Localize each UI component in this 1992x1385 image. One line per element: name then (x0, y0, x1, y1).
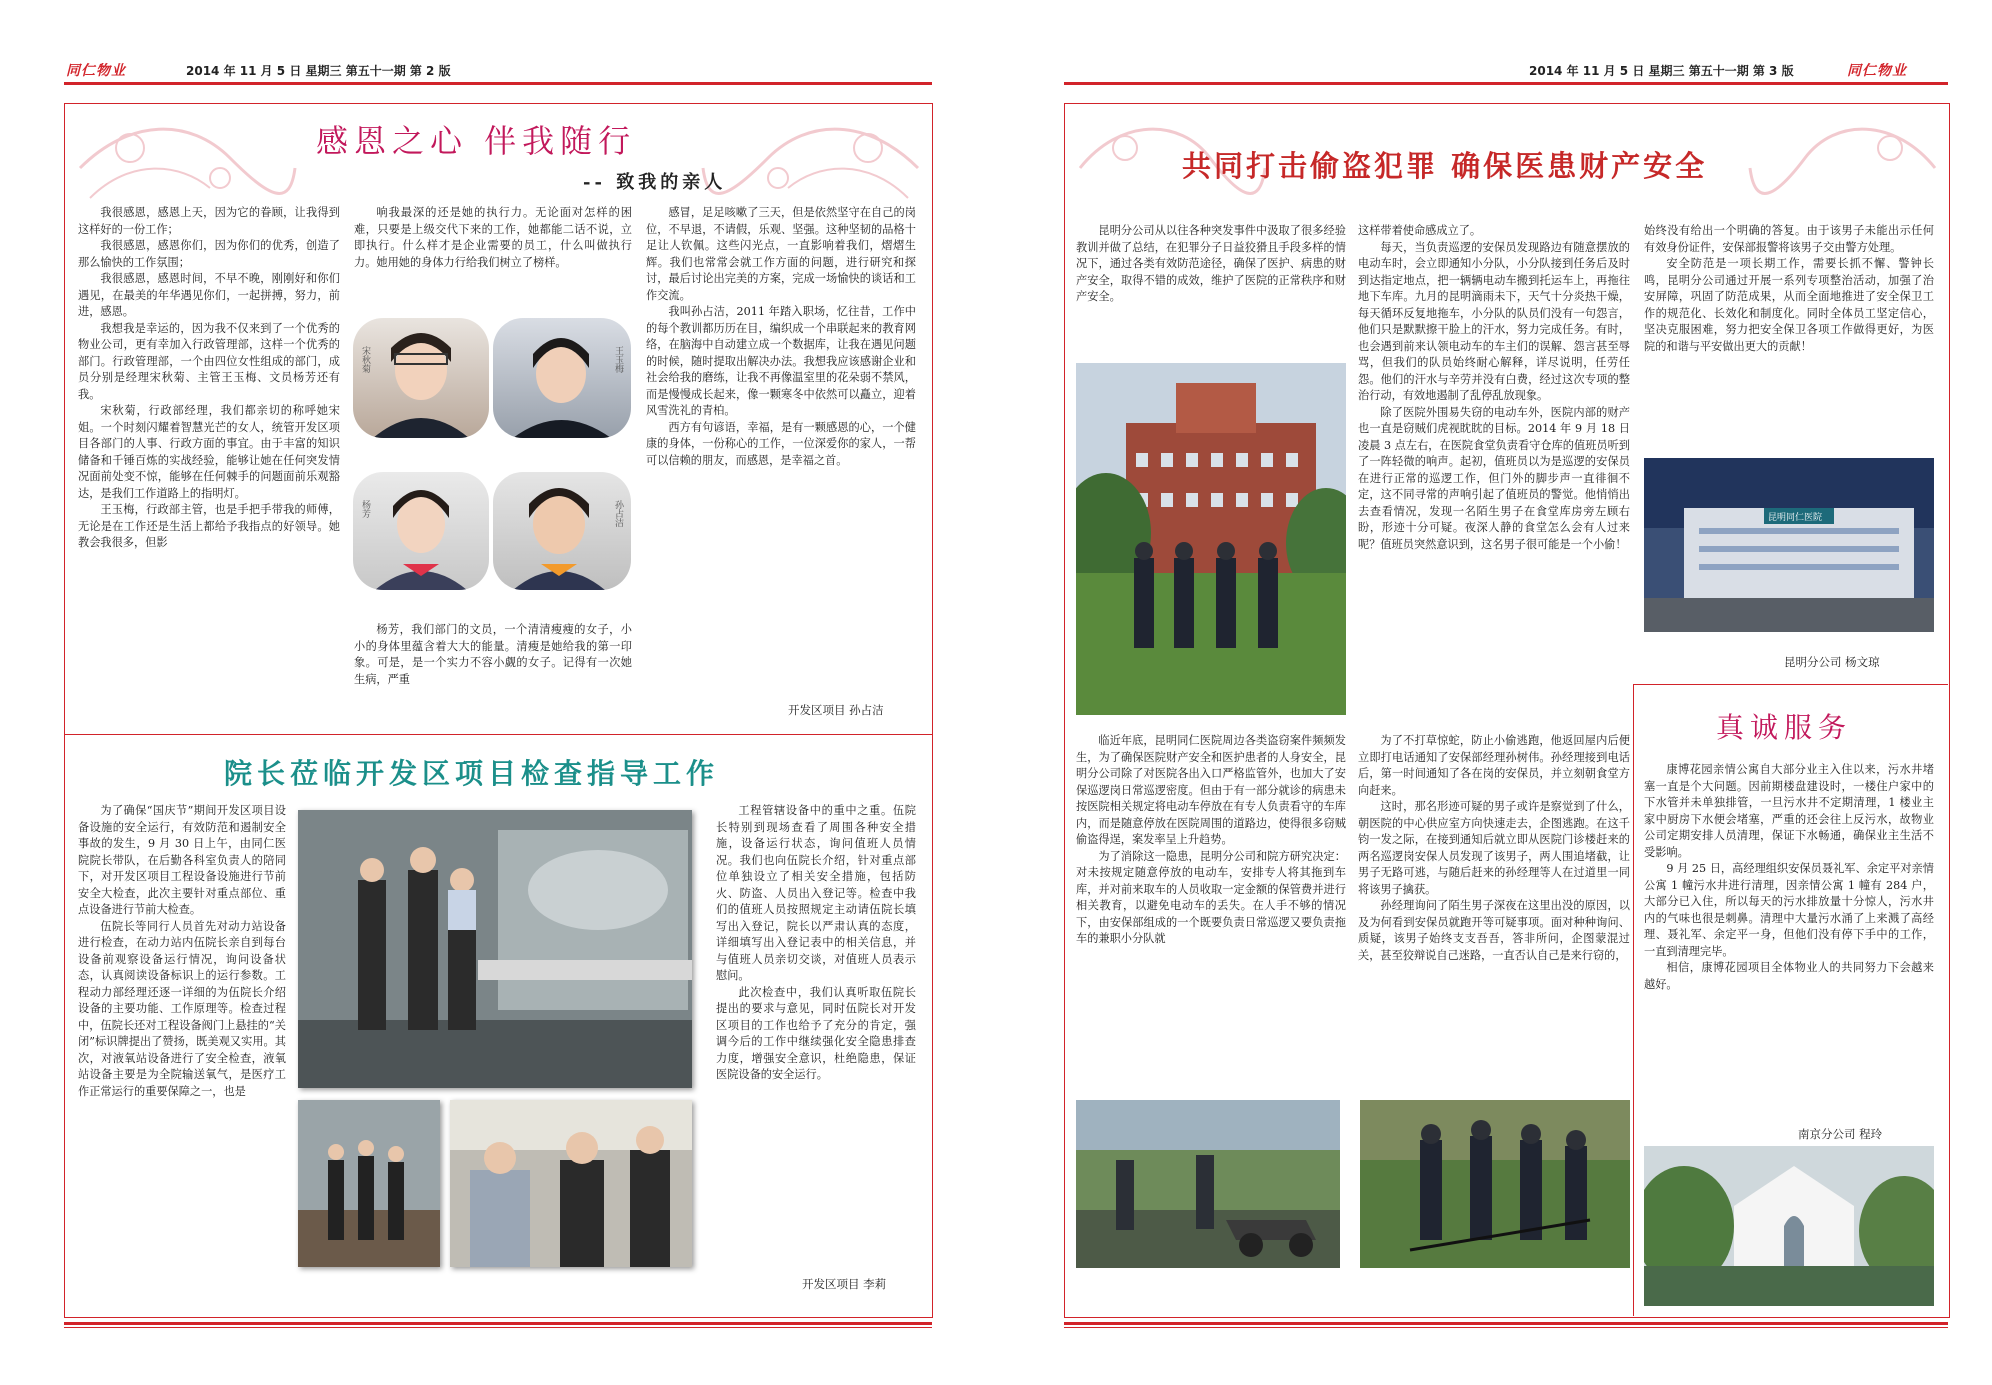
masthead-logo: 同仁物业 (66, 63, 126, 79)
issue-header: 2014 年 11 月 5 日 星期三 第五十一期 第 3 版 (1529, 64, 1794, 78)
sidebar-body: 康博花园亲情公寓自大部分业主入住以来，污水井堵塞一直是个大问题。因前期楼盘建设时，一楼住户家中的下水管并未单独排管，一旦污水井不定期清理，1 楼业主家中厨房下水便会堵塞，严重的还会往上反污水，故物业公司定期安排人员清理，保证下水畅通，确保业主生活不受影响。 9 月 25 日，高经理组织安保员聂礼军、余定平对亲情公寓 1 幢污水井进行清理，因亲情公寓 1 幢有 284 户，大部分已入住，所以每天的污水排放量十分惊人，污水井内的气味也很是刺鼻。清理中大量污水涌了上来溅了高经理、聂礼军、余定平一身，但他们没有停下手中的工作，一直到清理完毕。 相信，康博花园项目全体物业人的共同努力下会越来越好。 (1644, 763, 1934, 991)
author-signature: 昆明分公司 杨文琼 (1784, 655, 1880, 669)
article-column-2: 工程管辖设备中的重中之重。伍院长特别到现场查看了周围各种安全措施，设备运行状态，询问值班人员情况。我们也向伍院长介绍，针对重点部位单独设立了相关安全措施，包括防火、防盗、人员出入登记等。检查中我们的值班人员按照规定主动请伍院长填写出入登记，院长以严肃认真的态度，详细填写出入登记表中的相关信息，并与值班人员亲切交谈，对值班人员表示慰问。 此次检查中，我们认真听取伍院长提出的要求与意见，同时伍院长对开发区项目的工作也给予了充分的肯定，强调今后的工作中继续强化安全隐患排查力度，增强安全意识，杜绝隐患，保证医院设备的安全运行。 (716, 804, 916, 1081)
inspection-photo (298, 810, 692, 1088)
article-column-2-bottom: 杨芳，我们部门的文员，一个清清瘦瘦的女子，小小的身体里蕴含着大大的能量。清瘦是她给我的第一印象。可是，是一个实力不容小觑的女子。记得有一次她生病，严重 (354, 623, 632, 686)
floral-ornament-right (1740, 108, 1945, 218)
header-rule (1064, 82, 1948, 85)
portrait-photo (493, 318, 631, 438)
sidebar-rule (1633, 684, 1634, 1316)
article-column-2-top: 响我最深的还是她的执行力。无论面对怎样的困难，只要是上级交代下来的工作，她都能二话不说，立即执行。什么样才是企业需要的员工，什么叫做执行力。她用她的身体力行给我们树立了榜样。 (354, 206, 632, 269)
article-title: 真诚服务 (1716, 711, 1853, 744)
article-title: 院长莅临开发区项目检查指导工作 (224, 757, 720, 790)
security-team-photo (1076, 363, 1346, 715)
towing-photo (1360, 1100, 1630, 1268)
portrait-tag: 王玉梅 (613, 346, 623, 373)
footer-rule (64, 1322, 932, 1325)
article-column-1-top: 昆明分公司从以往各种突发事件中汲取了很多经验教训并做了总结，在犯罪分子日益狡猾且手段多样的情况下，通过各类有效防范途径，确保了医护、病患的财产安全，取得不错的成效，维护了医院的正常秩序和财产安全。 (1076, 224, 1346, 303)
author-signature: 开发区项目 李莉 (802, 1277, 887, 1291)
article-column-2-top: 这样带着使命感成立了。 每天，当负责巡逻的安保员发现路边有随意摆放的电动车时，会立即通知小分队，小分队接到任务后及时到达指定地点，把一辆辆电动车搬到托运车上，再拖往地下车库。九月的昆明滴雨未下，天气十分炎热干燥，每天循环反复地拖车，小分队的队员们没有一句怨言，他们只是默默擦干脸上的汗水，努力完成任务。有时，也会遇到前来认领电动车的车主们的误解、怨言甚至辱骂，但我们的队员始终耐心解释，详尽说明，任劳任怨。他们的汗水与辛劳并没有白费，经过这次专项的整治行动，有效地遏制了乱停乱放现象。 除了医院外围易失窃的电动车外，医院内部的财产也一直是窃贼们虎视眈眈的目标。2014 年 9 月 18 日凌晨 3 点左右，在医院食堂负责看守仓库的值班员听到了一阵轻微的响声。起初，值班员以为是巡逻的安保员在进行正常的巡逻工作，但门外的脚步声一直徘徊不定，这不同寻常的声响引起了值班员的警觉。他悄悄出去查看情况，发现一名陌生男子在食堂库房旁左顾右盼，形迹十分可疑。夜深人静的食堂怎么会有人过来呢？值班员突然意识到，这名男子很可能是一个小偷！ (1358, 224, 1630, 551)
article-subtitle: -- 致我的亲人 (583, 172, 727, 193)
inspection-photo (298, 1100, 440, 1267)
article-column-3: 感冒，足足咳嗽了三天，但是依然坚守在自己的岗位，不早退，不请假，乐观、坚强。这种坚韧的品格十足让人钦佩。这些闪光点，一直影响着我们，熠熠生辉。我们也常常会就工作方面的问题，进行研究和探讨，最后讨论出完美的方案，完成一场愉快的谈话和工作交流。 我叫孙占洁，2011 年踏入职场，忆往昔，工作中的每个教训都历历在目，编织成一个串联起来的教育网络，在脑海中自动建立成一个数据库，让我在遇见问题的时候，随时提取出解决办法。我想我应该感谢企业和社会给我的磨练，让我不再像温室里的花朵弱不禁风，而是慢慢成长起来，像一颗寒冬中依然可以矗立，迎着风雪洗礼的青柏。 西方有句谚语，幸福，是有一颗感恩的心，一个健康的身体，一份称心的工作，一位深爱你的家人，一帮可以信赖的朋友，而感恩，是幸福之首。 (646, 206, 916, 467)
article-column-1: 为了确保“国庆节”期间开发区项目设备设施的安全运行，有效防范和遏制安全事故的发生，9 月 30 日上午，由同仁医院院长带队，在后勤各科室负责人的陪同下，对开发区项目工程设备设施进行节前安全大检查，此次主要针对重点部位、重点设备进行节前大检查。 伍院长等同行人员首先对动力站设备进行检查，在动力站内伍院长亲自到每台设备前观察设备运行情况，询问设备状态，认真阅读设备标识上的运行参数。工程动力部经理还逐一详细的为伍院长介绍设备的主要功能、工作原理等。检查过程中，伍院长还对工程设备阀门上悬挂的“关闭”标识牌提出了赞扬，既美观又实用。其次，对液氧站设备进行了安全检查，液氧站设备主要是为全院输送氧气，是医疗工作正常运行的重要保障之一，也是 (78, 804, 286, 1098)
inspection-photo (450, 1100, 692, 1267)
author-signature: 开发区项目 孙占洁 (788, 703, 884, 717)
article-column-1: 我很感恩，感恩上天，因为它的眷顾，让我得到这样好的一份工作； 我很感恩，感恩你们，因为你们的优秀，创造了那么愉快的工作氛围； 我很感恩，感恩时间，不早不晚，刚刚好和你们遇见，在最美的年华遇见你们，一起拼搏，努力，前进，感恩。 我想我是幸运的，因为我不仅来到了一个优秀的物业公司，更有幸加入行政管理部，这样一个优秀的部门。行政管理部，一个由四位女性组成的部门，成员分别是经理宋秋菊、主管王玉梅、文员杨芳还有我。 宋秋菊，行政部经理，我们都亲切的称呼她宋姐。一个时刻闪耀着智慧光芒的女人，统管开发区项目各部门的人事、行政方面的事宜。由于丰富的知识储备和千锤百炼的实战经验，能够让她在任何突发情况面前处变不惊，能够在任何棘手的问题面前乐观豁达，是我们工作道路上的指明灯。 王玉梅，行政部主管，也是手把手带我的师傅，无论是在工作还是生活上都给予我指点的好领导。她教会我很多，但影 (78, 206, 340, 549)
portrait-tag: 杨芳 (360, 500, 370, 518)
page-3 (1040, 0, 1992, 1385)
header-rule (64, 82, 932, 85)
portrait-tag: 宋秋菊 (360, 346, 370, 373)
portrait-photo (353, 318, 489, 438)
page-2 (0, 0, 960, 1385)
footer-rule-thin (1064, 1327, 1948, 1328)
issue-header: 2014 年 11 月 5 日 星期三 第五十一期 第 2 版 (186, 64, 451, 78)
footer-rule (1064, 1322, 1948, 1325)
masthead-logo: 同仁物业 (1847, 63, 1907, 79)
hospital-photo (1644, 458, 1934, 632)
portrait-tag: 孙占洁 (613, 500, 623, 527)
article-column-2-bottom: 为了不打草惊蛇，防止小偷逃跑，他返回屋内后便立即打电话通知了安保部经理孙树伟。孙经理接到电话后，第一时间通知了各在岗的安保员，并立刻朝食堂方向赶来。 这时，那名形迹可疑的男子或许是察觉到了什么，朝医院的中心供应室方向快速走去，企图逃跑。在这千钧一发之际，在接到通知后就立即从医院门诊楼赶来的两名巡逻岗安保人员发现了该男子，两人围追堵截，让男子无路可逃，与随后赶来的孙经理等人在过道里一同将该男子擒获。 孙经理询问了陌生男子深夜在这里出没的原因，以及为何看到安保员就跑开等可疑事项。面对种种询问、质疑，该男子始终支支吾吾，答非所问，企图蒙混过关，甚至狡辩说自己迷路，一直否认自己是来行窃的， (1358, 734, 1630, 962)
apartment-photo (1644, 1146, 1934, 1306)
footer-rule-thin (64, 1327, 932, 1328)
portrait-photo (353, 472, 489, 590)
article-column-3: 始终没有给出一个明确的答复。由于该男子未能出示任何有效身份证件，安保部报警将该男子交由警方处理。 安全防范是一项长期工作，需要长抓不懈、警钟长鸣，昆明分公司通过开展一系列专项整治活动，加强了治安屏障，巩固了防范成果，从而全面地推进了安全保卫工作的规范化、长效化和制度化。同时全体员工坚定信心，坚决克服困难，努力把安全保卫各项工作做得更好，为医院的和谐与平安做出更大的贡献！ (1644, 224, 1934, 353)
sidebar-rule-top (1633, 684, 1948, 685)
towing-photo (1076, 1100, 1340, 1268)
portrait-photo (493, 472, 631, 590)
article-column-1-bottom: 临近年底，昆明同仁医院周边各类盗窃案件频频发生，为了确保医院财产安全和医护患者的人身安全，昆明分公司除了对医院各出入口严格监管外，也加大了安保巡逻岗日常巡逻密度。但由于有一部分就诊的病患未按医院相关规定将电动车停放在有专人负责看守的车库内，而是随意停放在医院周围的道路边，使得很多窃贼偷盗得逞，案发率呈上升趋势。 为了消除这一隐患，昆明分公司和院方研究决定：对未按规定随意停放的电动车，安排专人将其拖到车库，并对前来取车的人员收取一定金额的保管费并进行相关教育，以避免电动车的丢失。在人手不够的情况下，由安保部组成的一个既要负责日常巡逻又要负责拖车的兼职小分队就 (1076, 734, 1346, 945)
article-title: 感恩之心 伴我随行 (316, 122, 637, 160)
article-title: 共同打击偷盗犯罪 确保医患财产安全 (1182, 149, 1708, 183)
section-divider (64, 734, 932, 735)
hospital-sign: 昆明同仁医院 (1768, 513, 1823, 523)
author-signature: 南京分公司 程玲 (1798, 1127, 1883, 1141)
